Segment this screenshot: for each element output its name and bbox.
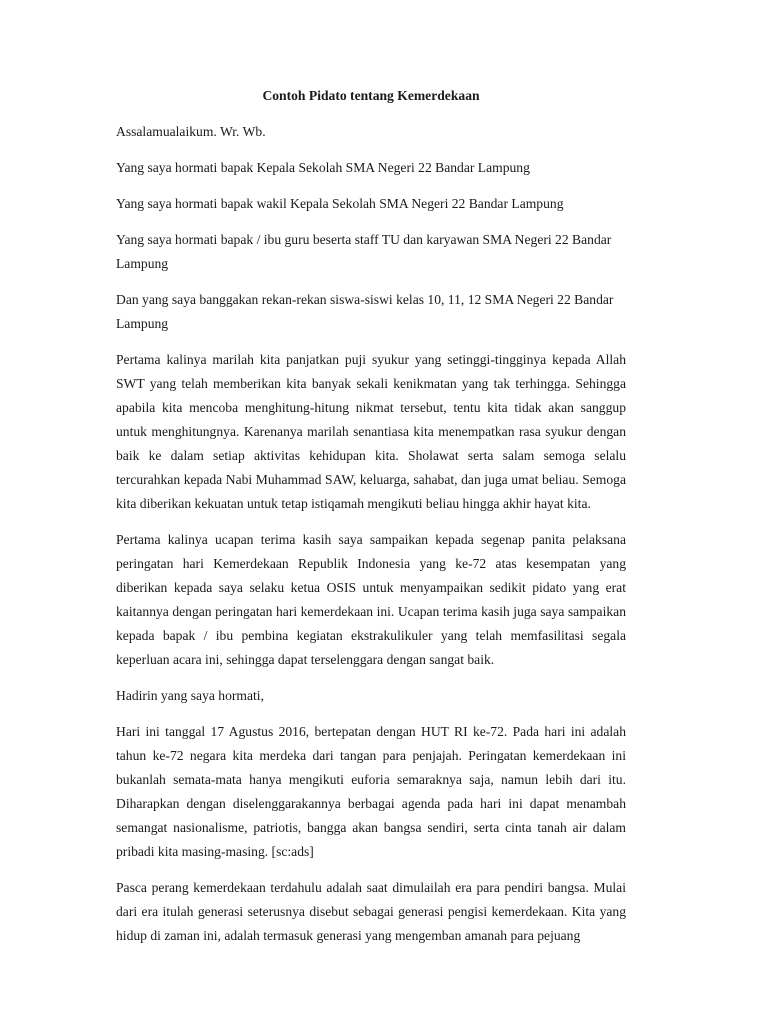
body-paragraph-anniversary: Hari ini tanggal 17 Agustus 2016, bertepatan dengan HUT RI ke-72. Pada hari ini adalah tahun ke-72 negara kita merdeka dari tangan para penjajah. Peringatan kemerdekaan ini bukanlah semata-mata hanya mengikuti euforia semaraknya saja, namun lebih dari itu. Diharapkan dengan diselenggarakannya berbagai agenda pada hari ini dapat menambah semangat nasionalisme, patriotis, bangga akan bangsa sendiri, serta cinta tanah air dalam pribadi kita masing-masing. [sc:ads]: [116, 724, 626, 859]
salutation-principal: Yang saya hormati bapak Kepala Sekolah SMA Negeri 22 Bandar Lampung: [116, 160, 530, 175]
document-title: Contoh Pidato tentang Kemerdekaan: [262, 88, 480, 103]
salutation-vice-principal: Yang saya hormati bapak wakil Kepala Sekolah SMA Negeri 22 Bandar Lampung: [116, 196, 564, 211]
body-paragraph-generation: Pasca perang kemerdekaan terdahulu adalah saat dimulailah era para pendiri bangsa. Mulai dari era itulah generasi seterusnya disebut sebagai generasi pengisi kemerdekaan. Kita yang hidup di zaman ini, adalah termasuk generasi yang mengemban amanah para pejuang: [116, 880, 626, 943]
salutation-teachers: Yang saya hormati bapak / ibu guru beserta staff TU dan karyawan SMA Negeri 22 Bandar Lampung: [116, 232, 612, 271]
body-paragraph-address: Hadirin yang saya hormati,: [116, 688, 264, 703]
body-paragraph-gratitude: Pertama kalinya marilah kita panjatkan puji syukur yang setinggi-tingginya kepada Allah SWT yang telah memberikan kita banyak sekali kenikmatan yang tak terhingga. Sehingga apabila kita mencoba menghitung-hitung nikmat tersebut, tentu kita tidak akan sanggup untuk menghitungnya. Karenanya marilah senantiasa kita menempatkan rasa syukur dengan baik ke dalam setiap aktivitas kehidupan kita. Sholawat serta salam semoga selalu tercurahkan kepada Nabi Muhammad SAW, keluarga, sahabat, dan juga umat beliau. Semoga kita diberikan kekuatan untuk tetap istiqamah mengikuti beliau hingga akhir hayat kita.: [116, 352, 626, 511]
salutation-students: Dan yang saya banggakan rekan-rekan siswa-siswi kelas 10, 11, 12 SMA Negeri 22 Bandar Lampung: [116, 292, 614, 331]
greeting-paragraph: Assalamualaikum. Wr. Wb.: [116, 124, 266, 139]
body-paragraph-thanks: Pertama kalinya ucapan terima kasih saya sampaikan kepada segenap panita pelaksana peringatan hari Kemerdekaan Republik Indonesia yang ke-72 atas kesempatan yang diberikan kepada saya selaku ketua OSIS untuk menyampaikan sedikit pidato yang erat kaitannya dengan peringatan hari kemerdekaan ini. Ucapan terima kasih juga saya sampaikan kepada bapak / ibu pembina kegiatan ekstrakulikuler yang telah memfasilitasi segala keperluan acara ini, sehingga dapat terselenggara dengan sangat baik.: [116, 532, 626, 667]
